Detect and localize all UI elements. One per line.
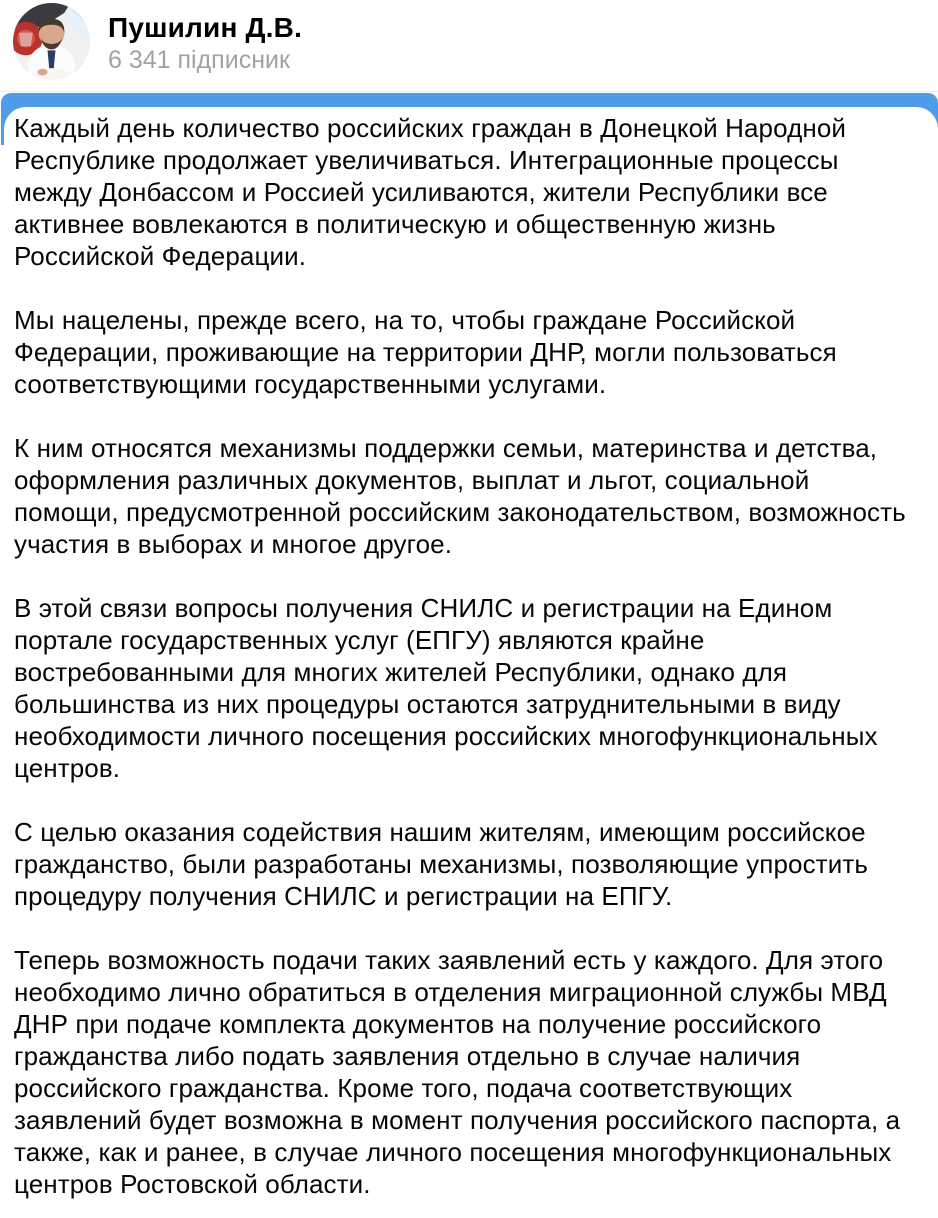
message-paragraph: С целью оказания содействия нашим жителям, имеющим российское гражданство, были разработаны механизмы, позволяющие упростить процедуру получения СНИЛС и регистрации на ЕПГУ. <box>14 817 868 911</box>
channel-header[interactable] <box>0 0 938 92</box>
message-card <box>4 107 938 1218</box>
channel-name: Пушилин Д.В. <box>108 12 303 43</box>
avatar-hand <box>38 69 48 76</box>
message-text <box>14 112 918 1200</box>
channel-avatar[interactable] <box>13 3 90 80</box>
message-paragraph: К ним относятся механизмы поддержки семьи, материнства и детства, оформления различных документов, выплат и льгот, социальной помощи, предусмотренной российским законодательством, возможность участия в выборах и многое другое. <box>14 433 906 559</box>
message-paragraph: Теперь возможность подачи таких заявлений есть у каждого. Для этого необходимо лично обратиться в отделения миграционной службы МВД ДНР при подаче комплекта документов на получение российского гражданства либо подать заявления отдельно в случае наличия российского гражданства. Кроме того, подача соответствующих заявлений будет возможна в момент получения российского паспорта, а также, как и ранее, в случае личного посещения многофункциональных центров Ростовской области. <box>14 945 901 1199</box>
message-paragraph: Каждый день количество российских граждан в Донецкой Народной Республике продолжает увеличиваться. Интеграционные процессы между Донбассом и Россией усиливаются, жители Республики все активнее вовлекаются в политическую и общественную жизнь Российской Федерации. <box>14 113 847 271</box>
message-paragraph: Мы нацелены, прежде всего, на то, чтобы граждане Российской Федерации, проживающие на территории ДНР, могли пользоваться соответствующими государственными услугами. <box>14 305 837 399</box>
message-paragraph: В этой связи вопросы получения СНИЛС и регистрации на Едином портале государственных услуг (ЕПГУ) являются крайне востребованными для многих жителей Республики, однако для большинства из них процедуры остаются затруднительными в виду необходимости личного посещения российских многофункциональных центров. <box>14 593 878 783</box>
subscriber-count: 6 341 підписник <box>108 46 290 74</box>
avatar-emblem-shield <box>19 33 33 47</box>
avatar-photo <box>13 3 90 80</box>
avatar-flag-stripe-2 <box>82 3 90 10</box>
